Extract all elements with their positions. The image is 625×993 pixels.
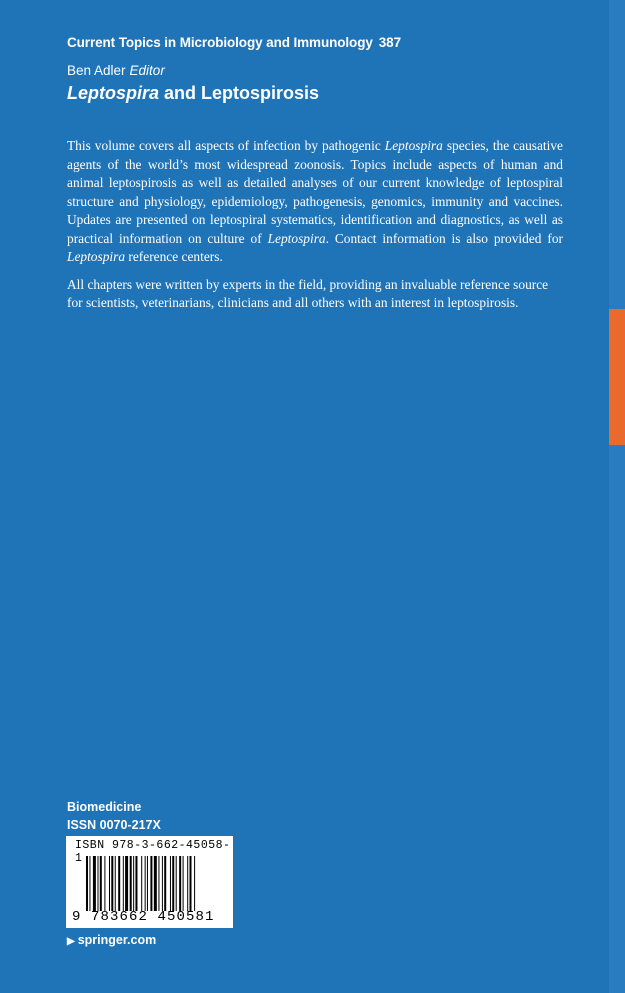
ean-digits: 9 783662 450581 <box>72 909 215 925</box>
blurb-italic: Leptospira <box>384 138 443 153</box>
barcode-bar <box>109 856 110 911</box>
barcode-bar <box>154 856 157 911</box>
barcode-bar <box>125 856 128 911</box>
triangle-right-icon: ▶ <box>67 936 75 947</box>
series-volume: 387 <box>378 35 401 50</box>
editor-line <box>67 63 165 78</box>
blurb-italic: Leptospira <box>267 230 326 246</box>
barcode-bar <box>179 856 181 911</box>
isbn-text: ISBN 978-3-662-45058-1 <box>75 839 231 865</box>
blurb-paragraph-2: All chapters were written by experts in the field, providing an invaluable reference source for scientists, veterinarians, clinicians and all others with an interest in leptospirosis. <box>67 276 549 310</box>
barcode-bar <box>187 856 188 911</box>
blurb-text: This volume covers all aspects of infection by pathogenic <box>67 138 385 153</box>
barcode-bar <box>162 856 163 911</box>
subject-label: Biomedicine <box>67 800 142 814</box>
barcode-bar <box>89 856 90 911</box>
barcode-bar <box>104 856 105 911</box>
barcode-bar <box>111 856 113 911</box>
book-title <box>67 83 319 104</box>
orange-accent-tab <box>609 309 625 445</box>
barcode-bar <box>130 856 132 911</box>
barcode-bar <box>133 856 134 911</box>
barcode-bar <box>150 856 152 911</box>
barcode-bar <box>145 856 146 911</box>
barcode-bar <box>158 856 159 911</box>
barcode-bar <box>170 856 171 911</box>
blurb-text: reference centers. <box>125 249 223 264</box>
title-rest: and Leptospirosis <box>164 83 320 103</box>
publisher-label: springer.com <box>77 933 157 947</box>
barcode-bar <box>176 856 177 911</box>
barcode-bar <box>98 856 99 911</box>
barcode-bars <box>86 856 226 911</box>
barcode-bar <box>123 856 124 911</box>
blurb-italic: Leptospira <box>67 249 126 264</box>
barcode-bar <box>115 856 116 911</box>
barcode-bar <box>141 856 142 911</box>
publisher-link[interactable] <box>67 933 156 947</box>
barcode-bar <box>183 856 184 911</box>
spine-edge <box>609 0 625 993</box>
blurb-paragraph-1 <box>67 137 563 267</box>
barcode-bar <box>86 856 88 911</box>
barcode <box>66 836 233 928</box>
editor-name: Ben Adler <box>67 63 126 78</box>
issn-label: ISSN 0070-217X <box>67 818 161 832</box>
blurb-text: species, the causative agents of the world’s most widespread zoonosis. Topics include aspects of human and animal leptospirosis as well as detailed analyses of our current knowledge of leptospiral structure and physiology, epidemiology, pathogenesis, genomics, immunity and vaccines. Updates are presented on leptospiral systematics, identification and diagnostics, as well as practical information on culture of <box>67 138 563 246</box>
barcode-bar <box>93 856 96 911</box>
title-italic: Leptospira <box>67 83 160 103</box>
barcode-bar <box>147 856 148 911</box>
barcode-bar <box>100 856 102 911</box>
series-line <box>67 35 401 50</box>
editor-role: Editor <box>129 63 165 78</box>
blurb <box>67 137 563 322</box>
barcode-bar <box>118 856 120 911</box>
barcode-bar <box>135 856 137 911</box>
barcode-bar <box>190 856 192 911</box>
blurb-text: . Contact information is also provided for <box>325 230 563 246</box>
barcode-bar <box>172 856 174 911</box>
series-name: Current Topics in Microbiology and Immunology <box>67 35 373 50</box>
barcode-bar <box>194 856 195 911</box>
barcode-bar <box>164 856 166 911</box>
